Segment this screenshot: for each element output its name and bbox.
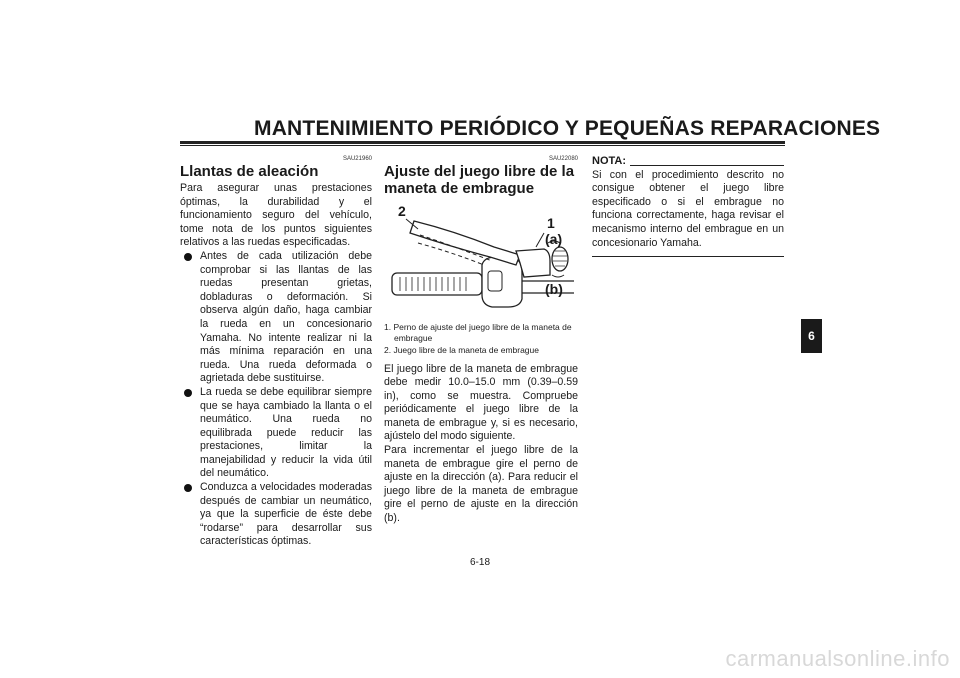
note-heading — [592, 155, 784, 169]
caption-item: 2. Juego libre de la maneta de embrague — [384, 345, 539, 355]
section-code: SAU22080 — [548, 156, 578, 162]
figure-label-a: (a) — [545, 231, 563, 247]
note-text: Si con el procedimiento descrito no consigue obtener el juego libre especificado o si el embrague no funciona correctamente, haga revisar el mecanismo interno del embrague en un concesionario Yamaha. — [592, 168, 784, 249]
figure-captions — [384, 322, 578, 356]
bullet-icon — [184, 484, 192, 492]
bullet-list — [180, 250, 372, 549]
column-note — [592, 155, 784, 257]
page-number: 6-18 — [469, 557, 490, 568]
clutch-lever-illustration — [384, 203, 574, 318]
page-header-title: MANTENIMIENTO PERIÓDICO Y PEQUEÑAS REPARACIONES — [254, 117, 881, 140]
note-rule — [630, 165, 784, 166]
figure-label-1: 1 — [547, 215, 555, 231]
body-paragraph: Para incrementar el juego libre de la maneta de embrague gire el perno de ajuste en la dirección (a). Para reducir el juego libre de la maneta de embrague gire el perno de ajuste en la dirección (b). — [384, 444, 578, 525]
bullet-icon — [184, 389, 192, 397]
note-bottom-rule — [592, 256, 784, 257]
figure-label-b: (b) — [545, 281, 563, 297]
section-heading: Ajuste del juego libre de la maneta de embrague — [384, 163, 575, 197]
list-item: Antes de cada utilización debe comprobar si las llantas de las ruedas presentan grietas, dobladuras o deformación. Si observa algún daño, haga cambiar la rueda en un concesionario Yamaha. No intente realizar ni la más mínima reparación en una rueda. Una rueda deformada o agrietada debe sustituirse. — [180, 250, 372, 386]
intro-paragraph: Para asegurar unas prestaciones óptimas, la durabilidad y el funcionamiento seguro del vehículo, tome nota de los puntos siguientes relativos a las ruedas especificadas. — [180, 182, 372, 249]
figure-label-2: 2 — [398, 203, 406, 219]
header-rule-thin — [180, 145, 785, 146]
caption-item: 1. Perno de ajuste del juego libre de la maneta de embrague — [384, 322, 572, 343]
column-clutch-adjust — [384, 155, 578, 526]
column-alloy-wheels — [180, 155, 372, 549]
header-rule — [180, 141, 785, 144]
watermark: carmanualsonline.info — [725, 646, 950, 671]
chapter-tab: 6 — [801, 319, 822, 353]
list-item: La rueda se debe equilibrar siempre que se haya cambiado la llanta o el neumático. Una rueda no equilibrada puede reducir las prestaciones, limitar la manejabilidad y reducir la vida útil del neumático. — [180, 386, 372, 481]
list-item: Conduzca a velocidades moderadas después de cambiar un neumático, ya que la superficie de éste debe “rodarse” para desarrollar sus características óptimas. — [180, 481, 372, 549]
note-title: NOTA: — [592, 155, 627, 167]
section-heading: Llantas de aleación — [180, 163, 319, 180]
clutch-lever-figure — [384, 203, 574, 318]
bullet-icon — [184, 253, 192, 261]
section-code: SAU21960 — [342, 156, 372, 162]
body-paragraph: El juego libre de la maneta de embrague debe medir 10.0–15.0 mm (0.39–0.59 in), como se muestra. Compruebe periódicamente el juego libre de la maneta de embrague y, si es necesario, ajústelo del modo siguiente. — [384, 362, 578, 443]
